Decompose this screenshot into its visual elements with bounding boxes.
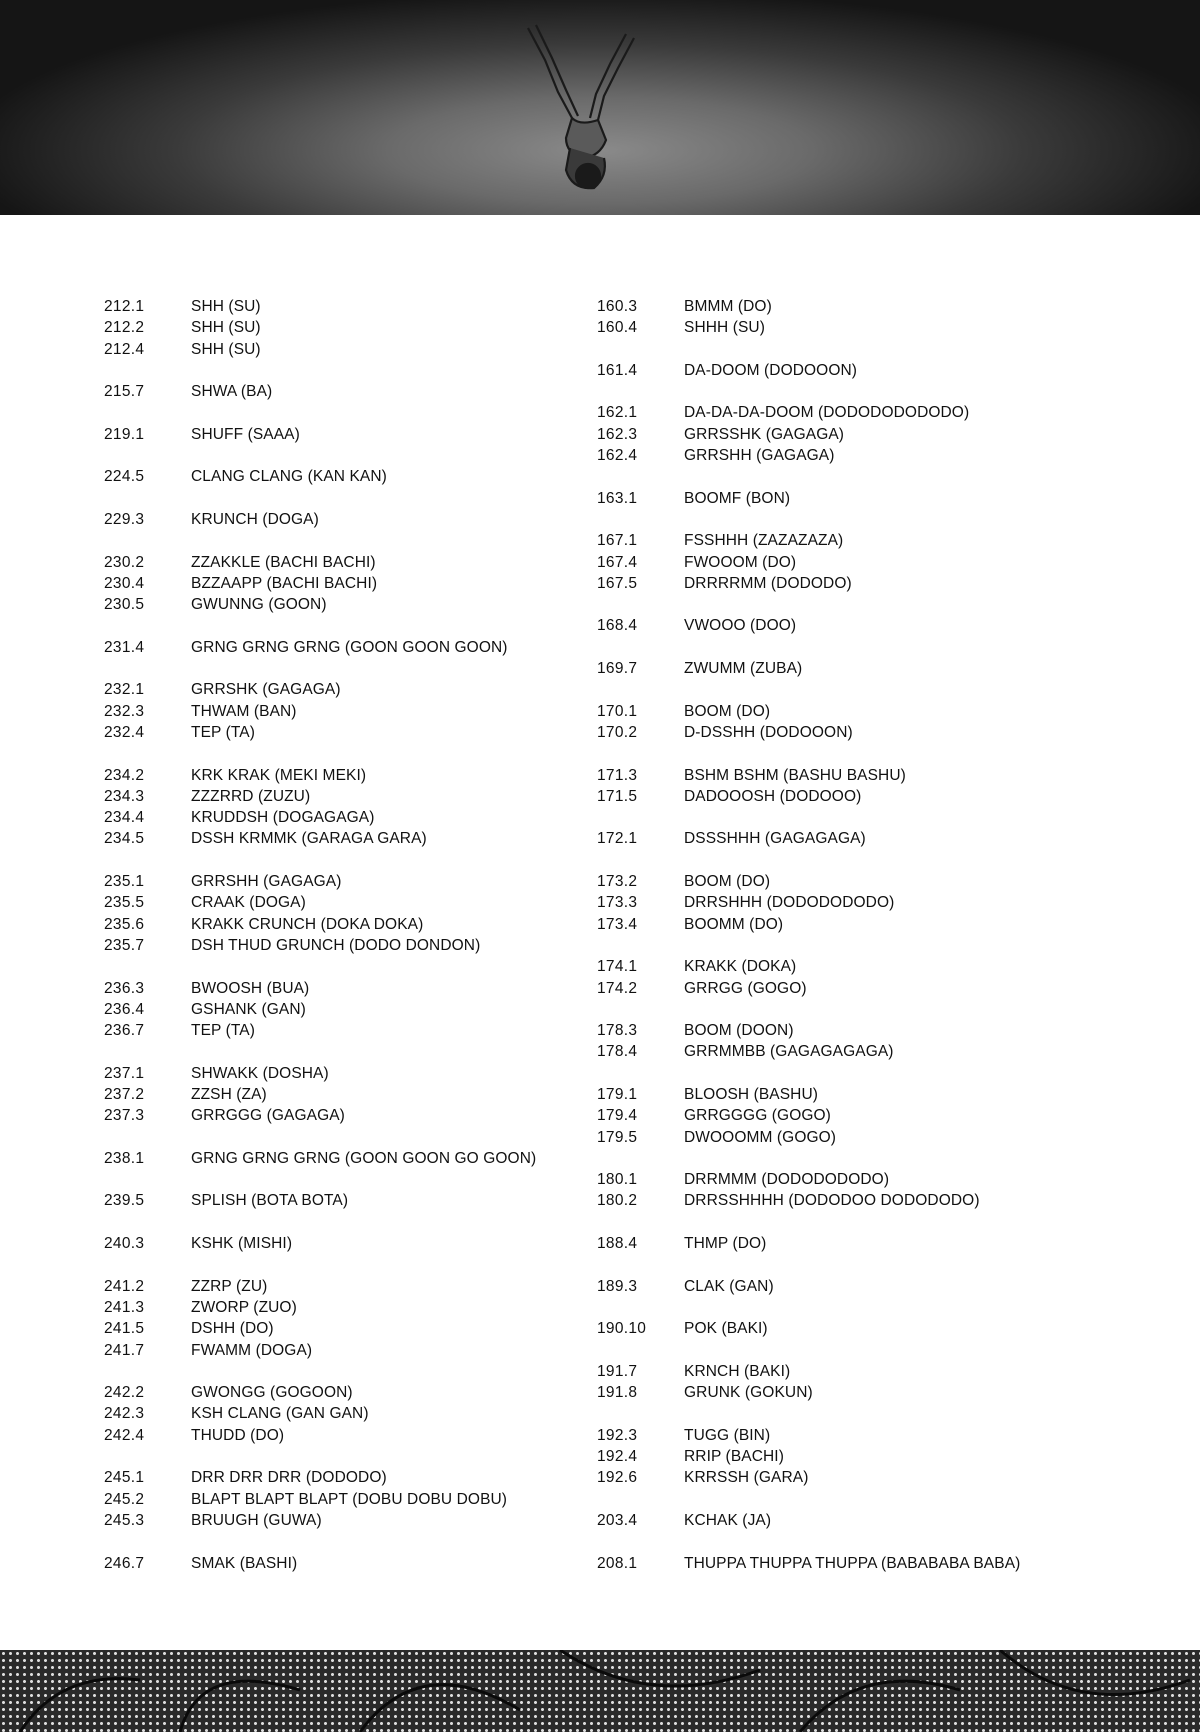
sfx-group <box>597 488 1067 509</box>
sfx-group <box>104 424 574 445</box>
sfx-entry <box>104 765 574 786</box>
sfx-entry <box>104 1148 574 1169</box>
sfx-entry <box>597 1020 1067 1041</box>
panel-number: 189.3 <box>597 1277 638 1295</box>
panel-number: 167.4 <box>597 553 638 571</box>
sound-effect-translation: KRAKK (DOKA) <box>684 958 797 976</box>
sfx-entry <box>104 786 574 807</box>
sfx-entry <box>597 552 1067 573</box>
sfx-entry <box>104 1297 574 1318</box>
panel-number: 240.3 <box>104 1235 145 1253</box>
sfx-entry <box>104 1318 574 1339</box>
panel-number: 234.5 <box>104 830 145 848</box>
panel-number: 241.3 <box>104 1298 145 1316</box>
panel-number: 229.3 <box>104 510 145 528</box>
panel-number: 188.4 <box>597 1235 638 1253</box>
panel-number: 160.3 <box>597 298 638 315</box>
sfx-entry <box>597 1510 1067 1531</box>
sfx-entry <box>597 658 1067 679</box>
sfx-group <box>104 978 574 1042</box>
sound-effect-translation: GRUNK (GOKUN) <box>684 1384 813 1402</box>
header-illustration <box>0 0 1200 215</box>
sound-effect-translation: TEP (TA) <box>191 1022 255 1040</box>
sfx-entry <box>104 339 574 360</box>
sound-effect-translation: KRK KRAK (MEKI MEKI) <box>191 766 367 784</box>
sound-effect-translation: GRRSHK (GAGAGA) <box>191 681 341 699</box>
panel-number: 245.3 <box>104 1511 145 1529</box>
panel-number: 245.2 <box>104 1490 145 1508</box>
sfx-entry <box>597 1467 1067 1488</box>
sfx-group <box>597 1276 1067 1297</box>
panel-number: 174.2 <box>597 979 638 997</box>
sfx-entry <box>597 317 1067 338</box>
panel-number: 163.1 <box>597 489 638 507</box>
sfx-list-left-column <box>104 296 574 1595</box>
sound-effect-translation: DA-DA-DA-DOOM (DODODODODODO) <box>684 404 970 422</box>
sfx-group <box>597 360 1067 381</box>
panel-number: 230.4 <box>104 574 145 592</box>
sfx-group <box>104 1233 574 1254</box>
sound-effect-translation: BLOOSH (BASHU) <box>684 1085 819 1103</box>
panel-number: 231.4 <box>104 638 145 656</box>
panel-number: 235.7 <box>104 936 145 954</box>
sfx-entry <box>597 1127 1067 1148</box>
sound-effect-translation: KSH CLANG (GAN GAN) <box>191 1405 369 1423</box>
panel-number: 192.3 <box>597 1426 638 1444</box>
sfx-entry <box>104 1190 574 1211</box>
panel-number: 246.7 <box>104 1554 145 1572</box>
sfx-entry <box>597 530 1067 551</box>
sound-effect-translation: ZZRP (ZU) <box>191 1277 268 1295</box>
sound-effect-translation: SHH (SU) <box>191 298 261 315</box>
sfx-entry <box>597 722 1067 743</box>
sfx-entry <box>597 1084 1067 1105</box>
sfx-entry <box>597 402 1067 423</box>
sfx-entry <box>104 914 574 935</box>
sound-effect-translation: THUPPA THUPPA THUPPA (BABABABA BABA) <box>684 1554 1021 1572</box>
sound-effect-translation: GRRSHH (GAGAGA) <box>684 447 835 465</box>
sound-effect-translation: SHHH (SU) <box>684 319 765 337</box>
sfx-group <box>597 1553 1067 1574</box>
sound-effect-translation: DWOOOMM (GOGO) <box>684 1128 837 1146</box>
sound-effect-translation: VWOOO (DOO) <box>684 617 797 635</box>
sfx-group <box>597 296 1067 339</box>
sfx-entry <box>104 679 574 700</box>
sfx-entry <box>597 765 1067 786</box>
panel-number: 232.1 <box>104 681 145 699</box>
panel-number: 203.4 <box>597 1511 638 1529</box>
panel-number: 178.4 <box>597 1043 638 1061</box>
sfx-group <box>597 530 1067 594</box>
panel-number: 171.5 <box>597 787 638 805</box>
sfx-entry <box>597 424 1067 445</box>
sfx-group <box>104 1148 574 1169</box>
sound-effect-translation: GSHANK (GAN) <box>191 1000 306 1018</box>
panel-number: 212.2 <box>104 319 145 337</box>
sfx-group <box>104 552 574 616</box>
sfx-group <box>104 1553 574 1574</box>
sfx-entry <box>104 1489 574 1510</box>
sfx-entry <box>597 296 1067 317</box>
sfx-entry <box>597 573 1067 594</box>
sound-effect-translation: DSSH KRMMK (GARAGA GARA) <box>191 830 427 848</box>
panel-number: 171.3 <box>597 766 638 784</box>
panel-number: 241.2 <box>104 1277 145 1295</box>
sfx-entry <box>104 978 574 999</box>
panel-number: 237.3 <box>104 1107 145 1125</box>
sfx-group <box>597 1169 1067 1212</box>
sfx-entry <box>104 1425 574 1446</box>
sfx-entry <box>597 488 1067 509</box>
panel-number: 162.4 <box>597 447 638 465</box>
panel-number: 234.2 <box>104 766 145 784</box>
sound-effect-translation: SHUFF (SAAA) <box>191 425 300 443</box>
sound-effect-translation: POK (BAKI) <box>684 1320 768 1338</box>
sound-effect-translation: CRAAK (DOGA) <box>191 894 306 912</box>
sound-effect-translation: GRNG GRNG GRNG (GOON GOON GOON) <box>191 638 508 656</box>
sound-effect-translation: FWAMM (DOGA) <box>191 1341 313 1359</box>
sound-effect-translation: CLANG CLANG (KAN KAN) <box>191 468 387 486</box>
panel-number: 162.3 <box>597 425 638 443</box>
sfx-entry <box>597 1190 1067 1211</box>
sfx-entry <box>104 1020 574 1041</box>
sound-effect-translation: GRRGG (GOGO) <box>684 979 807 997</box>
panel-number: 230.5 <box>104 596 145 614</box>
panel-number: 235.5 <box>104 894 145 912</box>
sound-effect-translation: KSHK (MISHI) <box>191 1235 293 1253</box>
sound-effect-translation: THMP (DO) <box>684 1235 767 1253</box>
sfx-group <box>597 1084 1067 1148</box>
sfx-entry <box>104 1276 574 1297</box>
sound-effect-translation: ZWUMM (ZUBA) <box>684 660 803 678</box>
sound-effect-translation: DRRSHHH (DODODODODO) <box>684 894 895 912</box>
sound-effect-translation: DRRRRMM (DODODO) <box>684 574 852 592</box>
sound-effect-translation: ZZSH (ZA) <box>191 1085 267 1103</box>
sfx-entry <box>597 956 1067 977</box>
sound-effect-translation: SHH (SU) <box>191 340 261 358</box>
sound-effect-translation: DSHH (DO) <box>191 1320 274 1338</box>
sound-effect-translation: FWOOOM (DO) <box>684 553 797 571</box>
sound-effect-translation: DA-DOOM (DODOOON) <box>684 361 858 379</box>
sound-effect-translation: GWUNNG (GOON) <box>191 596 327 614</box>
sound-effect-translation: DRR DRR DRR (DODODO) <box>191 1469 387 1487</box>
panel-number: 192.6 <box>597 1469 638 1487</box>
sfx-group <box>597 1233 1067 1254</box>
sfx-entry <box>104 807 574 828</box>
sound-effect-translation: TUGG (BIN) <box>684 1426 771 1444</box>
panel-number: 215.7 <box>104 383 145 401</box>
panel-number: 245.1 <box>104 1469 145 1487</box>
sfx-group <box>597 956 1067 999</box>
sfx-entry <box>597 1169 1067 1190</box>
sound-effect-translation: BOOM (DO) <box>684 702 771 720</box>
sound-effect-translation: DADOOOSH (DODOOO) <box>684 787 862 805</box>
sfx-entry <box>597 445 1067 466</box>
sound-effect-translation: BOOM (DO) <box>684 873 771 891</box>
sfx-group <box>597 871 1067 935</box>
sfx-group <box>104 381 574 402</box>
panel-number: 230.2 <box>104 553 145 571</box>
sound-effect-translation: SHWA (BA) <box>191 383 273 401</box>
sound-effect-translation: BLAPT BLAPT BLAPT (DOBU DOBU DOBU) <box>191 1490 508 1508</box>
panel-number: 160.4 <box>597 319 638 337</box>
panel-number: 173.2 <box>597 873 638 891</box>
panel-number: 236.7 <box>104 1022 145 1040</box>
panel-number: 162.1 <box>597 404 638 422</box>
sound-effect-translation: SHH (SU) <box>191 319 261 337</box>
sfx-entry <box>104 1233 574 1254</box>
sfx-entry <box>104 701 574 722</box>
sfx-entry <box>597 1361 1067 1382</box>
panel-number: 192.4 <box>597 1448 638 1466</box>
sound-effect-translation: TEP (TA) <box>191 723 255 741</box>
sfx-entry <box>104 637 574 658</box>
sfx-entry <box>104 1403 574 1424</box>
sound-effect-translation: ZWORP (ZUO) <box>191 1298 297 1316</box>
falling-figure-drawing <box>0 0 1200 215</box>
sound-effect-translation: GRRSSHK (GAGAGA) <box>684 425 845 443</box>
sfx-group <box>104 296 574 360</box>
sfx-entry <box>597 1276 1067 1297</box>
panel-number: 167.5 <box>597 574 638 592</box>
sfx-group <box>104 871 574 956</box>
sfx-entry <box>104 1510 574 1531</box>
sound-effect-translation: BSHM BSHM (BASHU BASHU) <box>684 766 906 784</box>
sfx-group <box>597 701 1067 744</box>
sfx-entry <box>104 892 574 913</box>
sfx-entry <box>597 871 1067 892</box>
sfx-entry <box>597 1105 1067 1126</box>
sound-effect-translation: BOOMF (BON) <box>684 489 791 507</box>
sfx-entry <box>104 296 574 317</box>
sfx-group <box>104 509 574 530</box>
sfx-group <box>104 1190 574 1211</box>
panel-number: 219.1 <box>104 425 145 443</box>
sound-effect-translation: BWOOSH (BUA) <box>191 979 310 997</box>
sfx-entry <box>104 828 574 849</box>
panel-number: 172.1 <box>597 830 638 848</box>
panel-number: 239.5 <box>104 1192 145 1210</box>
sound-effect-translation: KRUNCH (DOGA) <box>191 510 319 528</box>
panel-number: 173.3 <box>597 894 638 912</box>
sfx-entry <box>597 1041 1067 1062</box>
sound-effect-translation: GRRMMBB (GAGAGAGAGA) <box>684 1043 894 1061</box>
panel-number: 237.2 <box>104 1085 145 1103</box>
sfx-entry <box>597 1425 1067 1446</box>
panel-number: 232.4 <box>104 723 145 741</box>
sfx-entry <box>104 381 574 402</box>
sfx-entry <box>597 1318 1067 1339</box>
sound-effect-translation: GRNG GRNG GRNG (GOON GOON GO GOON) <box>191 1149 537 1167</box>
sfx-group <box>597 1318 1067 1339</box>
panel-number: 170.1 <box>597 702 638 720</box>
sfx-list-right-column <box>597 296 1067 1595</box>
sfx-entry <box>104 552 574 573</box>
panel-number: 168.4 <box>597 617 638 635</box>
sfx-entry <box>104 424 574 445</box>
sfx-entry <box>104 999 574 1020</box>
panel-number: 212.4 <box>104 340 145 358</box>
sfx-entry <box>104 1084 574 1105</box>
sfx-entry <box>597 978 1067 999</box>
sound-effect-translation: ZZAKKLE (BACHI BACHI) <box>191 553 376 571</box>
panel-number: 170.2 <box>597 723 638 741</box>
sfx-entry <box>597 1233 1067 1254</box>
sfx-group <box>104 466 574 487</box>
panel-number: 179.4 <box>597 1107 638 1125</box>
sound-effect-translation: BOOMM (DO) <box>684 915 784 933</box>
sfx-group <box>597 828 1067 849</box>
sound-effect-translation: D-DSSHH (DODOOON) <box>684 723 853 741</box>
panel-number: 161.4 <box>597 361 638 379</box>
panel-number: 178.3 <box>597 1022 638 1040</box>
sound-effect-translation: KRAKK CRUNCH (DOKA DOKA) <box>191 915 424 933</box>
sfx-group <box>597 1020 1067 1063</box>
sound-effect-translation: BRUUGH (GUWA) <box>191 1511 322 1529</box>
sfx-entry <box>104 509 574 530</box>
sfx-entry <box>104 466 574 487</box>
panel-number: 179.1 <box>597 1085 638 1103</box>
sound-effect-translation: GRRGGGG (GOGO) <box>684 1107 831 1125</box>
sfx-group <box>104 765 574 850</box>
sfx-entry <box>104 935 574 956</box>
sfx-entry <box>104 1105 574 1126</box>
sound-effect-translation: ZZZRRD (ZUZU) <box>191 787 311 805</box>
panel-number: 190.10 <box>597 1320 647 1338</box>
panel-number: 173.4 <box>597 915 638 933</box>
sfx-group <box>597 402 1067 466</box>
sfx-group <box>597 765 1067 808</box>
panel-number: 241.7 <box>104 1341 145 1359</box>
panel-number: 224.5 <box>104 468 145 486</box>
sound-effect-translation: BZZAAPP (BACHI BACHI) <box>191 574 378 592</box>
sound-effect-translation: SMAK (BASHI) <box>191 1554 298 1572</box>
sfx-entry <box>104 1063 574 1084</box>
footer-line-pattern <box>0 1650 1200 1732</box>
panel-number: 180.1 <box>597 1171 638 1189</box>
sfx-group <box>104 1467 574 1531</box>
panel-number: 191.7 <box>597 1362 638 1380</box>
sfx-entry <box>104 871 574 892</box>
sfx-entry <box>104 1467 574 1488</box>
sfx-entry <box>597 892 1067 913</box>
sfx-entry <box>597 828 1067 849</box>
sound-effect-translation: DSH THUD GRUNCH (DODO DONDON) <box>191 936 481 954</box>
sound-effect-translation: BMMM (DO) <box>684 298 772 315</box>
sound-effect-translation: KRUDDSH (DOGAGAGA) <box>191 809 375 827</box>
sound-effect-translation: KCHAK (JA) <box>684 1511 772 1529</box>
sfx-entry <box>104 1340 574 1361</box>
panel-number: 174.1 <box>597 958 638 976</box>
sfx-entry <box>104 722 574 743</box>
panel-number: 242.4 <box>104 1426 145 1444</box>
sfx-entry <box>597 1553 1067 1574</box>
sfx-entry <box>597 360 1067 381</box>
sound-effect-translation: DSSSHHH (GAGAGAGA) <box>684 830 866 848</box>
sfx-entry <box>597 1382 1067 1403</box>
panel-number: 235.1 <box>104 873 145 891</box>
panel-number: 234.3 <box>104 787 145 805</box>
sfx-group <box>597 658 1067 679</box>
sound-effect-translation: KRNCH (BAKI) <box>684 1362 791 1380</box>
sfx-group <box>104 1063 574 1127</box>
panel-number: 241.5 <box>104 1320 145 1338</box>
sound-effect-translation: SHWAKK (DOSHA) <box>191 1064 329 1082</box>
sfx-entry <box>104 594 574 615</box>
footer-illustration <box>0 1650 1200 1732</box>
sfx-entry <box>597 615 1067 636</box>
sound-effect-translation: DRRSSHHHH (DODODOO DODODODO) <box>684 1192 980 1210</box>
sfx-entry <box>597 1446 1067 1467</box>
sfx-group <box>104 679 574 743</box>
sound-effect-translation: THUDD (DO) <box>191 1426 285 1444</box>
panel-number: 232.3 <box>104 702 145 720</box>
panel-number: 167.1 <box>597 532 638 550</box>
panel-number: 179.5 <box>597 1128 638 1146</box>
sfx-group <box>104 1276 574 1361</box>
sound-effect-translation: CLAK (GAN) <box>684 1277 774 1295</box>
sfx-group <box>597 1425 1067 1489</box>
panel-number: 236.3 <box>104 979 145 997</box>
panel-number: 208.1 <box>597 1554 638 1572</box>
panel-number: 234.4 <box>104 809 145 827</box>
sfx-entry <box>104 317 574 338</box>
sound-effect-translation: SPLISH (BOTA BOTA) <box>191 1192 349 1210</box>
sfx-entry <box>597 914 1067 935</box>
sfx-group <box>104 637 574 658</box>
sfx-group <box>104 1382 574 1446</box>
sound-effect-translation: DRRMMM (DODODODODO) <box>684 1171 890 1189</box>
sound-effect-translation: THWAM (BAN) <box>191 702 297 720</box>
panel-number: 191.8 <box>597 1384 638 1402</box>
sound-effect-translation: FSSHHH (ZAZAZAZA) <box>684 532 844 550</box>
sound-effect-translation: RRIP (BACHI) <box>684 1448 784 1466</box>
panel-number: 242.2 <box>104 1384 145 1402</box>
sfx-entry <box>597 701 1067 722</box>
panel-number: 236.4 <box>104 1000 145 1018</box>
panel-number: 169.7 <box>597 660 638 678</box>
panel-number: 238.1 <box>104 1149 145 1167</box>
sound-effect-translation: KRRSSH (GARA) <box>684 1469 809 1487</box>
sfx-entry <box>104 1382 574 1403</box>
sfx-group <box>597 1361 1067 1404</box>
sfx-entry <box>104 573 574 594</box>
sound-effect-translation: GRRSHH (GAGAGA) <box>191 873 342 891</box>
panel-number: 237.1 <box>104 1064 145 1082</box>
sfx-group <box>597 615 1067 636</box>
sound-effect-translation: BOOM (DOON) <box>684 1022 794 1040</box>
sfx-entry <box>597 786 1067 807</box>
sound-effect-translation: GWONGG (GOGOON) <box>191 1384 353 1402</box>
sfx-group <box>597 1510 1067 1531</box>
panel-number: 212.1 <box>104 298 145 315</box>
panel-number: 235.6 <box>104 915 145 933</box>
panel-number: 180.2 <box>597 1192 638 1210</box>
panel-number: 242.3 <box>104 1405 145 1423</box>
sfx-entry <box>104 1553 574 1574</box>
sound-effect-translation: GRRGGG (GAGAGA) <box>191 1107 345 1125</box>
